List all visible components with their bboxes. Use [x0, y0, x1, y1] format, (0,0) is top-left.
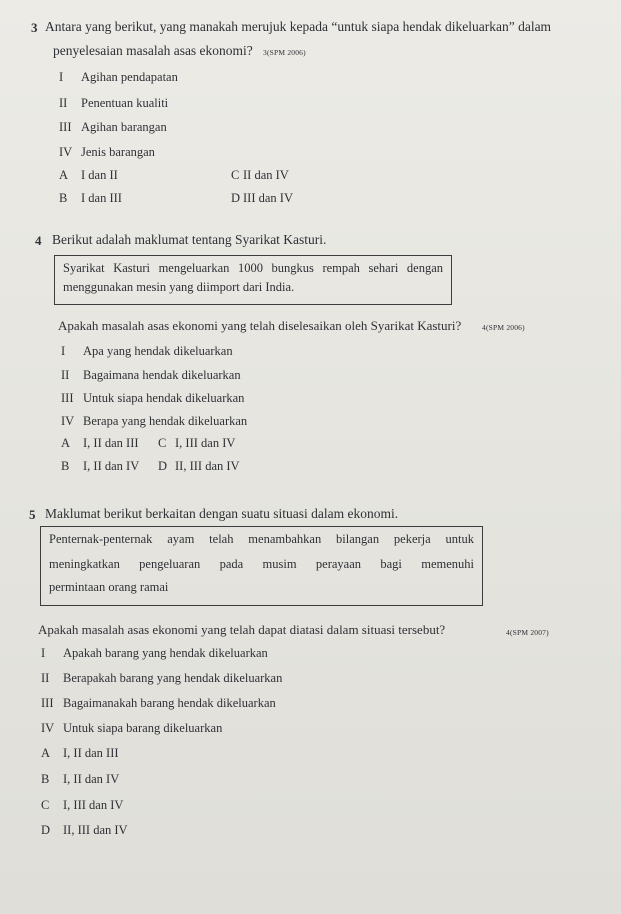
- answer-option-a[interactable]: A I dan II: [59, 168, 118, 182]
- statement-item: II Penentuan kualiti: [59, 96, 169, 110]
- answer-option-d[interactable]: D II, III dan IV: [158, 459, 240, 473]
- info-box: Penternak-penternak ayam telah menambahkan bilangan pekerja untuk meningkatkan pengeluaran pada musim perayaan bagi memenuhi permintaan orang ramai: [40, 526, 483, 606]
- answer-option-a[interactable]: A I, II dan III: [41, 746, 119, 760]
- statement-item: I Agihan pendapatan: [59, 70, 178, 84]
- statement-item: IV Untuk siapa barang dikeluarkan: [41, 721, 223, 735]
- info-box: Syarikat Kasturi mengeluarkan 1000 bungkus rempah sehari dengan menggunakan mesin yang diimport dari India.: [54, 255, 452, 305]
- answer-option-b[interactable]: B I, II dan IV: [61, 459, 140, 473]
- statement-item: III Bagaimanakah barang hendak dikeluarkan: [41, 696, 276, 710]
- source-reference: 4(SPM 2006): [482, 323, 525, 332]
- statement-item: III Agihan barangan: [59, 120, 167, 134]
- question-number: 3: [31, 20, 38, 35]
- answer-option-a[interactable]: A I, II dan III: [61, 436, 139, 450]
- source-reference: 4(SPM 2007): [506, 628, 549, 637]
- statement-item: II Berapakah barang yang hendak dikeluarkan: [41, 671, 283, 685]
- question-text: Antara yang berikut, yang manakah merujuk kepada “untuk siapa hendak dikeluarkan” dalam: [45, 19, 552, 34]
- answer-option-d[interactable]: D II, III dan IV: [41, 823, 128, 837]
- answer-option-b[interactable]: B I dan III: [59, 191, 122, 205]
- question-text: Apakah masalah asas ekonomi yang telah diselesaikan oleh Syarikat Kasturi?: [58, 318, 462, 333]
- question-number: 5: [29, 507, 36, 522]
- statement-item: IV Berapa yang hendak dikeluarkan: [61, 414, 248, 428]
- answer-option-c[interactable]: C II dan IV: [231, 168, 289, 182]
- question-text: Apakah masalah asas ekonomi yang telah dapat diatasi dalam situasi tersebut?: [38, 622, 446, 637]
- statement-item: I Apakah barang yang hendak dikeluarkan: [41, 646, 268, 660]
- answer-option-d[interactable]: D III dan IV: [231, 191, 293, 205]
- question-number: 4: [35, 233, 42, 248]
- answer-option-c[interactable]: C I, III dan IV: [41, 798, 124, 812]
- question-intro: Maklumat berikut berkaitan dengan suatu situasi dalam ekonomi.: [45, 506, 399, 521]
- answer-option-b[interactable]: B I, II dan IV: [41, 772, 120, 786]
- question-text: penyelesaian masalah asas ekonomi?: [53, 43, 253, 58]
- answer-option-c[interactable]: C I, III dan IV: [158, 436, 236, 450]
- statement-item: IV Jenis barangan: [59, 145, 155, 159]
- question-intro: Berikut adalah maklumat tentang Syarikat Kasturi.: [52, 232, 327, 247]
- source-reference: 3(SPM 2006): [263, 48, 306, 57]
- statement-item: III Untuk siapa hendak dikeluarkan: [61, 391, 245, 405]
- statement-item: I Apa yang hendak dikeluarkan: [61, 344, 233, 358]
- statement-item: II Bagaimana hendak dikeluarkan: [61, 368, 241, 382]
